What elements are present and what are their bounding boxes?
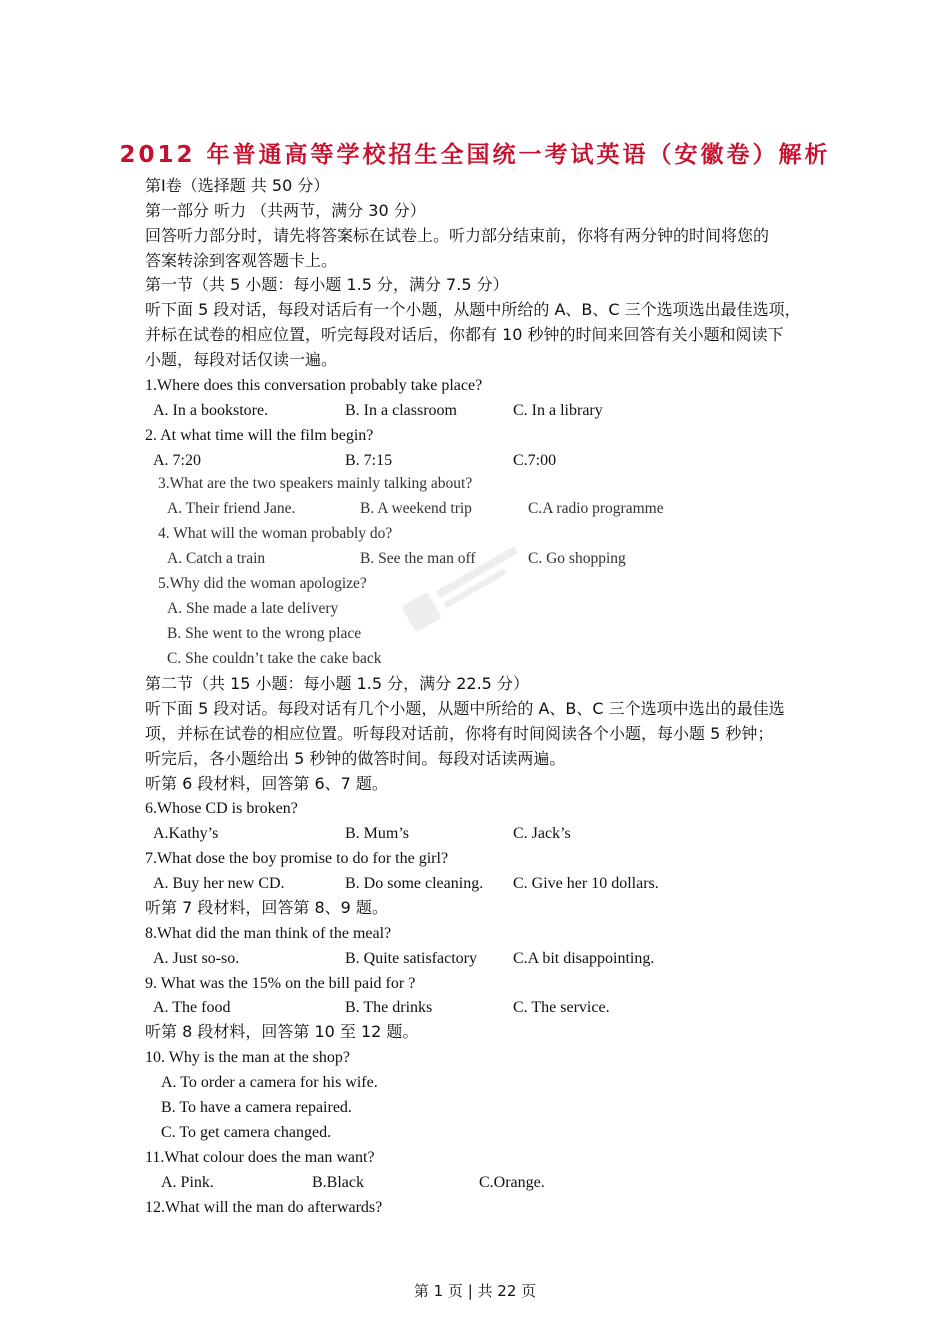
option-b: B. See the man off [360, 550, 476, 567]
option-b: B. Mum’s [345, 825, 410, 842]
question-2: 2. At what time will the film begin? [145, 427, 374, 444]
question-6: 6.Whose CD is broken? [145, 800, 298, 817]
instruction-text: 并标在试卷的相应位置，听完每段对话后，你都有 10 秒钟的时间来回答有关小题和阅读下 [145, 325, 784, 344]
question-8: 8.What did the man think of the meal? [145, 925, 392, 942]
option-a: A. Just so-so. [153, 950, 240, 967]
option-a: A. 7:20 [153, 452, 201, 469]
instruction-text: 小题，每段对话仅读一遍。 [145, 350, 338, 369]
instruction-text: 答案转涂到客观答题卡上。 [145, 251, 338, 270]
section-heading: 第一节（共 5 小题：每小题 1.5 分，满分 7.5 分） [145, 275, 509, 294]
option-c: C. To get camera changed. [161, 1124, 332, 1141]
option-a: A. Their friend Jane. [167, 500, 296, 517]
question-5: 5.Why did the woman apologize? [158, 575, 367, 592]
part-heading: 第Ⅰ卷（选择题 共 50 分） [145, 176, 330, 195]
question-4: 4. What will the woman probably do? [158, 525, 393, 542]
option-a: A.Kathy’s [153, 825, 219, 842]
option-a: A. Buy her new CD. [153, 875, 285, 892]
option-b: B. A weekend trip [360, 500, 472, 517]
option-b: B. To have a camera repaired. [161, 1099, 352, 1116]
question-7: 7.What dose the boy promise to do for the girl? [145, 850, 449, 867]
option-c: C. Jack’s [513, 825, 571, 842]
question-10: 10. Why is the man at the shop? [145, 1049, 350, 1066]
question-1: 1.Where does this conversation probably take place? [145, 377, 483, 394]
option-b: B. In a classroom [345, 402, 457, 419]
question-9: 9. What was the 15% on the bill paid for ? [145, 975, 416, 992]
option-c: C.Orange. [479, 1174, 545, 1191]
instruction-text: 回答听力部分时，请先将答案标在试卷上。听力部分结束前，你将有两分钟的时间将您的 [145, 226, 770, 245]
instruction-text: 项，并标在试卷的相应位置。听每段对话前，你将有时间阅读各个小题，每小题 5 秒钟； [145, 724, 774, 743]
instruction-text: 听下面 5 段对话。每段对话有几个小题，从题中所给的 A、B、C 三个选项中选出的最佳选 [145, 699, 785, 718]
option-c: C. She couldn’t take the cake back [167, 650, 382, 667]
option-b: B. 7:15 [345, 452, 393, 469]
question-11: 11.What colour does the man want? [145, 1149, 375, 1166]
section-heading: 第二节（共 15 小题：每小题 1.5 分，满分 22.5 分） [145, 674, 529, 693]
option-b: B. She went to the wrong place [167, 625, 362, 642]
option-c: C.A radio programme [528, 500, 664, 517]
section-heading: 第一部分 听力 （共两节，满分 30 分） [145, 201, 426, 220]
material-heading: 听第 7 段材料，回答第 8、9 题。 [145, 898, 388, 917]
option-c: C. Give her 10 dollars. [513, 875, 659, 892]
option-a: A. Pink. [161, 1174, 214, 1191]
page-footer: 第 1 页 | 共 22 页 [413, 1282, 537, 1300]
question-3: 3.What are the two speakers mainly talking about? [158, 475, 473, 492]
instruction-text: 听完后，各小题给出 5 秒钟的做答时间。每段对话读两遍。 [145, 749, 566, 768]
material-heading: 听第 8 段材料，回答第 10 至 12 题。 [145, 1022, 419, 1041]
option-c: C.A bit disappointing. [513, 950, 655, 967]
option-b: B. Quite satisfactory [345, 950, 477, 967]
option-a: A. To order a camera for his wife. [161, 1074, 378, 1091]
instruction-text: 听下面 5 段对话，每段对话后有一个小题，从题中所给的 A、B、C 三个选项选出最佳选项， [145, 300, 801, 319]
option-a: A. In a bookstore. [153, 402, 269, 419]
option-b: B.Black [312, 1174, 364, 1191]
document-title: 2012 年普通高等学校招生全国统一考试英语（安徽卷）解析 [119, 142, 831, 168]
option-c: C. Go shopping [528, 550, 626, 567]
option-a: A. The food [153, 999, 231, 1016]
option-c: C.7:00 [513, 452, 557, 469]
material-heading: 听第 6 段材料，回答第 6、7 题。 [145, 774, 388, 793]
option-a: A. Catch a train [167, 550, 266, 567]
option-c: C. In a library [513, 402, 603, 419]
option-b: B. The drinks [345, 999, 433, 1016]
option-c: C. The service. [513, 999, 610, 1016]
option-b: B. Do some cleaning. [345, 875, 484, 892]
option-a: A. She made a late delivery [167, 600, 339, 617]
question-12: 12.What will the man do afterwards? [145, 1199, 383, 1216]
